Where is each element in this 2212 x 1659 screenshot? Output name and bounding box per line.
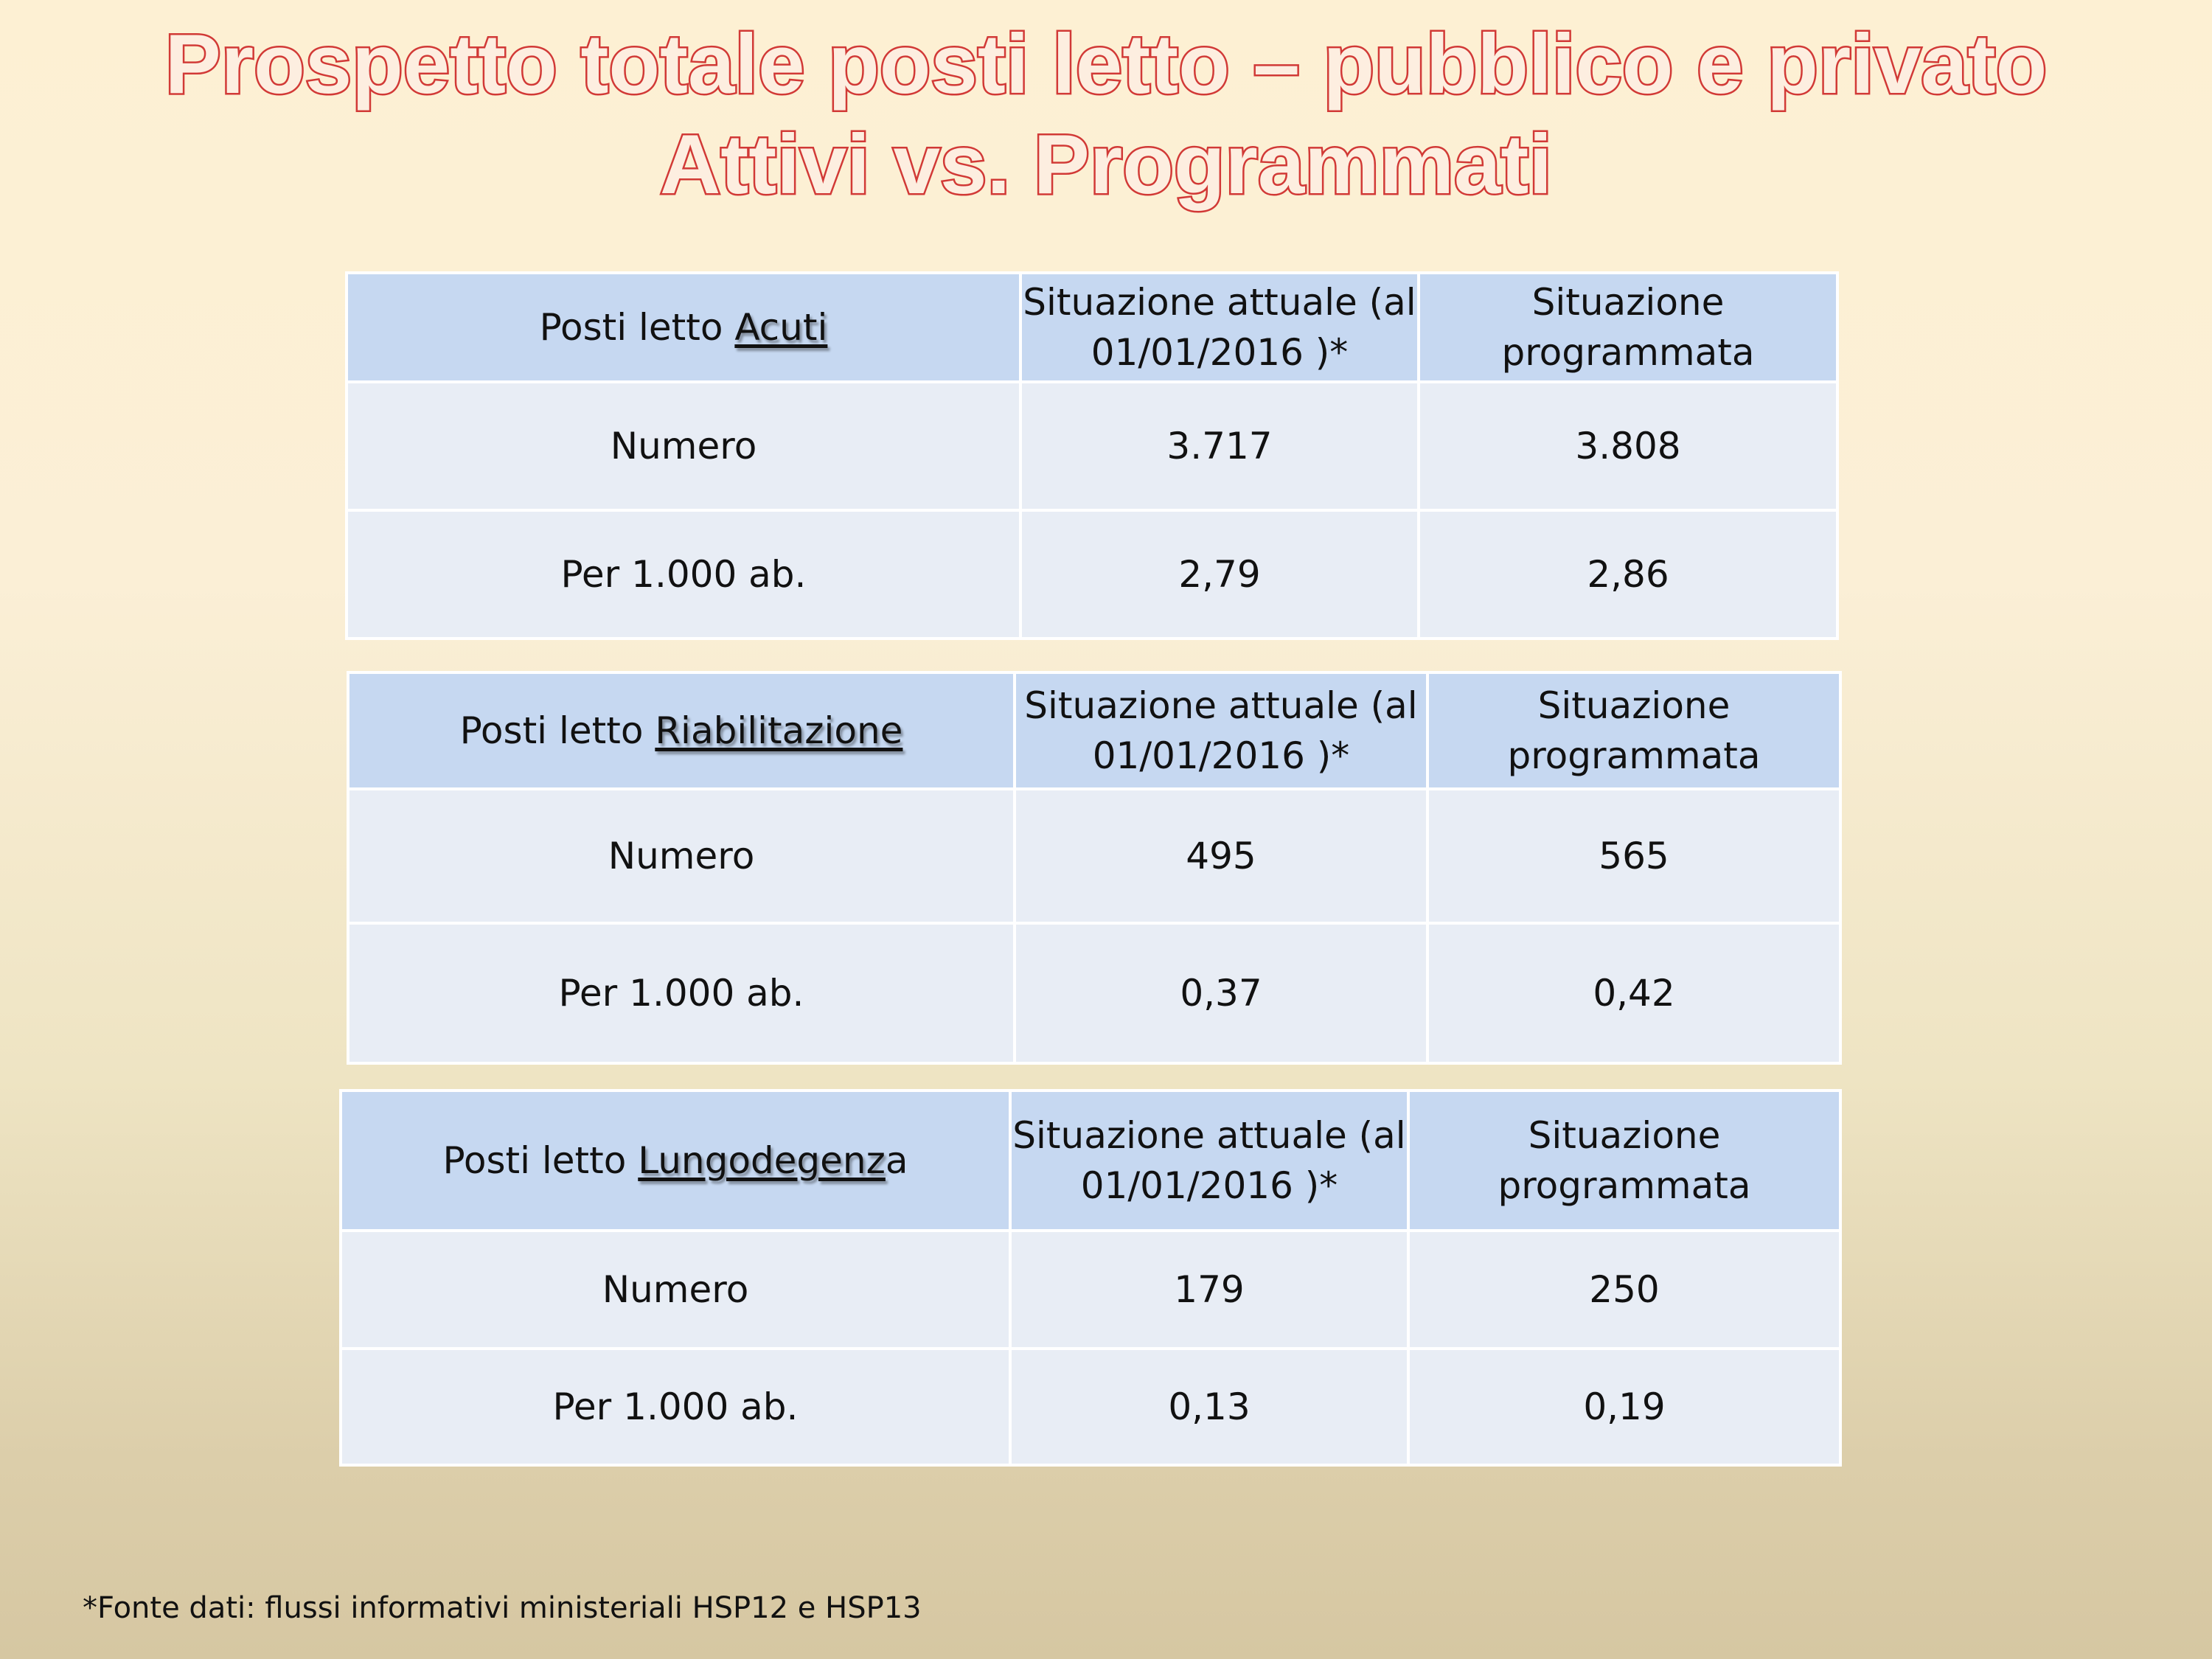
row-label: Numero bbox=[347, 382, 1020, 510]
slide-title bbox=[0, 15, 2212, 215]
header-current-situation: Situazione attuale (al 01/01/2016 )* bbox=[1020, 273, 1419, 382]
row-label: Numero bbox=[341, 1231, 1010, 1349]
current-value: 2,79 bbox=[1020, 510, 1419, 639]
row-label: Per 1.000 ab. bbox=[348, 923, 1015, 1063]
category-label-prefix: Posti letto bbox=[442, 1139, 639, 1182]
table-row bbox=[347, 510, 1837, 639]
planned-value: 2,86 bbox=[1419, 510, 1837, 639]
table-lungodegenza bbox=[339, 1089, 1842, 1467]
row-label: Per 1.000 ab. bbox=[347, 510, 1020, 639]
planned-value: 250 bbox=[1408, 1231, 1840, 1349]
slide-title-line-1: Prospetto totale posti letto – pubblico e privato bbox=[164, 18, 2048, 111]
header-current-situation: Situazione attuale (al 01/01/2016 )* bbox=[1010, 1091, 1408, 1231]
table-acuti bbox=[345, 271, 1839, 640]
current-value: 0,13 bbox=[1010, 1349, 1408, 1465]
header-planned-situation: Situazione programmata bbox=[1408, 1091, 1840, 1231]
table-header-row bbox=[341, 1091, 1840, 1231]
category-name: Acuti bbox=[734, 306, 828, 349]
source-footnote: *Fonte dati: flussi informativi ministeriali HSP12 e HSP13 bbox=[83, 1591, 922, 1625]
row-label: Numero bbox=[348, 789, 1015, 923]
header-planned-situation: Situazione programmata bbox=[1427, 672, 1840, 789]
category-label-prefix: Posti letto bbox=[539, 306, 735, 349]
category-name: Lungodegenz bbox=[638, 1139, 886, 1182]
header-category-cell bbox=[347, 273, 1020, 382]
category-name: Riabilitazione bbox=[655, 709, 903, 752]
category-label-prefix: Posti letto bbox=[459, 709, 655, 752]
row-label: Per 1.000 ab. bbox=[341, 1349, 1010, 1465]
header-category-cell bbox=[341, 1091, 1010, 1231]
table-riabilitazione bbox=[347, 671, 1842, 1065]
planned-value: 565 bbox=[1427, 789, 1840, 923]
table-row bbox=[348, 923, 1840, 1063]
planned-value: 3.808 bbox=[1419, 382, 1837, 510]
header-current-situation: Situazione attuale (al 01/01/2016 )* bbox=[1015, 672, 1427, 789]
table-row bbox=[341, 1231, 1840, 1349]
table-row bbox=[341, 1349, 1840, 1465]
category-label-suffix: a bbox=[885, 1139, 908, 1182]
header-category-cell bbox=[348, 672, 1015, 789]
table-header-row bbox=[348, 672, 1840, 789]
current-value: 179 bbox=[1010, 1231, 1408, 1349]
slide-title-line-2: Attivi vs. Programmati bbox=[659, 118, 1553, 212]
planned-value: 0,42 bbox=[1427, 923, 1840, 1063]
table-row bbox=[347, 382, 1837, 510]
planned-value: 0,19 bbox=[1408, 1349, 1840, 1465]
header-planned-situation: Situazione programmata bbox=[1419, 273, 1837, 382]
current-value: 3.717 bbox=[1020, 382, 1419, 510]
table-header-row bbox=[347, 273, 1837, 382]
current-value: 0,37 bbox=[1015, 923, 1427, 1063]
current-value: 495 bbox=[1015, 789, 1427, 923]
table-row bbox=[348, 789, 1840, 923]
